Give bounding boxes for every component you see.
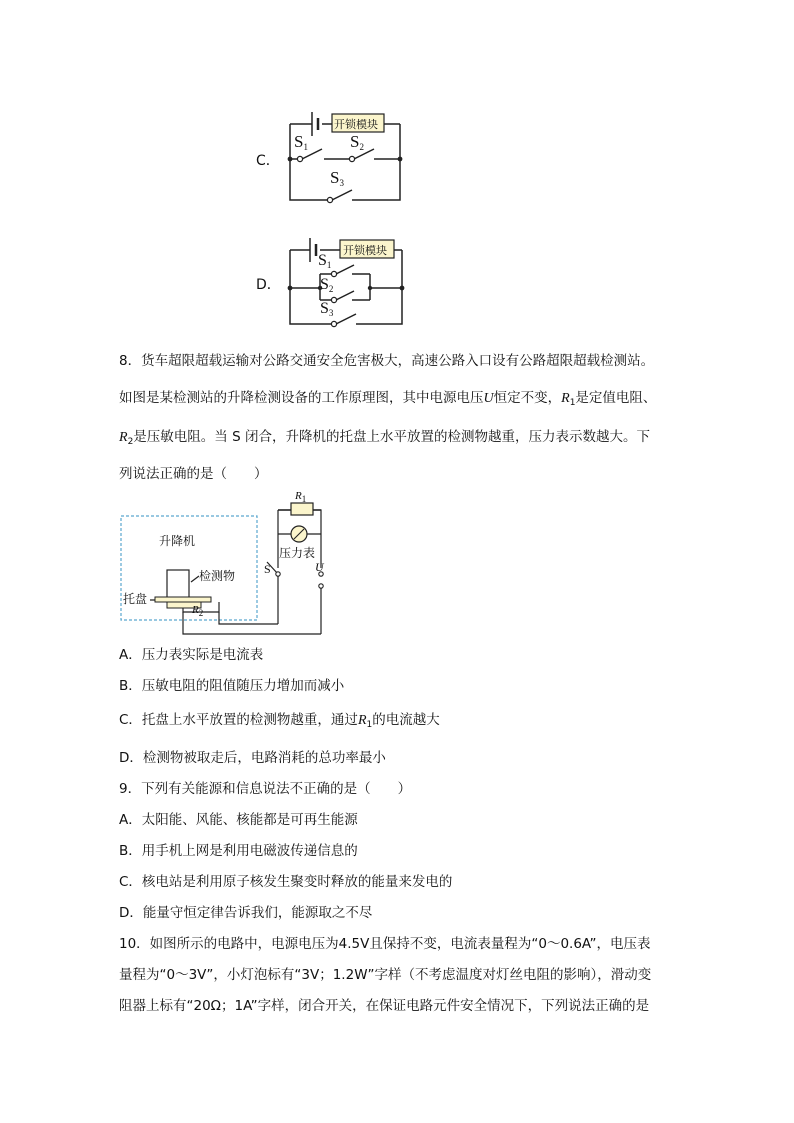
q8-line4: 列说法正确的是（ ）: [119, 466, 268, 482]
q8-option-c: C．托盘上水平放置的检测物越重，通过$R_1$的电流越大: [119, 712, 440, 730]
option-d-s2: $S_2$: [320, 276, 334, 294]
r1-box: [291, 503, 313, 515]
q9-option-d: D．能量守恒定律告诉我们，能源取之不尽: [119, 905, 373, 921]
tray: [155, 597, 211, 602]
option-c-s1: $S_1$: [294, 132, 308, 152]
tray-label: 托盘: [123, 592, 148, 606]
option-c-label: C．: [256, 153, 280, 169]
source-label: U: [315, 560, 324, 574]
object-label: 检测物: [199, 569, 236, 583]
option-d-s3: $S_3$: [320, 300, 334, 318]
q8-option-d: D．检测物被取走后，电路消耗的总功率最小: [119, 750, 386, 766]
switch-label: S: [264, 562, 271, 576]
option-c-s3: $S_3$: [330, 168, 344, 188]
q8-option-b: B．压敏电阻的阻值随压力增加而减小: [119, 678, 345, 694]
q9-option-a: A．太阳能、风能、核能都是可再生能源: [119, 812, 358, 828]
option-d-label: D．: [256, 277, 281, 293]
option-d-circuit: [250, 232, 420, 332]
q9-option-b: B．用手机上网是利用电磁波传递信息的: [119, 843, 358, 859]
detected-object: [167, 570, 189, 598]
option-d-figure: [250, 232, 420, 332]
q10-line3: 阻器上标有“20Ω；1A”字样，闭合开关，在保证电路元件安全情况下，下列说法正确的是: [119, 998, 650, 1014]
q8-line2: 如图是某检测站的升降检测设备的工作原理图，其中电源电压U恒定不变，$R_1$是定值电阻、: [119, 390, 657, 408]
option-c-figure: [250, 100, 420, 210]
q9-stem: 9．下列有关能源和信息说法不正确的是（ ）: [119, 781, 412, 797]
option-d-module: 开锁模块: [343, 244, 387, 257]
q10-line2: 量程为“0～3V”，小灯泡标有“3V；1.2W”字样（不考虑温度对灯丝电阻的影响），滑动变: [119, 967, 652, 983]
option-c-module: 开锁模块: [334, 118, 378, 131]
q9-option-c: C．核电站是利用原子核发生聚变时释放的能量来发电的: [119, 874, 453, 890]
q8-line1: 8．货车超限超载运输对公路交通安全危害极大，高速公路入口设有公路超限超载检测站。: [119, 353, 655, 369]
lift-circuit: [115, 490, 335, 635]
option-c-s2: $S_2$: [350, 132, 364, 152]
q10-line1: 10．如图所示的电路中，电源电压为4.5V且保持不变，电流表量程为“0～0.6A”，电压表: [119, 936, 651, 952]
r1-label: $R_1$: [295, 490, 307, 504]
q8-option-a: A．压力表实际是电流表: [119, 647, 264, 663]
q8-line3: $R_2$是压敏电阻。当 S 闭合，升降机的托盘上水平放置的检测物越重，压力表示数越大。下: [119, 429, 650, 447]
r2-label: $R_2$: [192, 604, 204, 618]
option-d-s1: $S_1$: [318, 252, 332, 270]
meter-label: 压力表: [279, 546, 316, 560]
lift-figure: [115, 490, 335, 635]
lift-label: 升降机: [159, 534, 196, 548]
